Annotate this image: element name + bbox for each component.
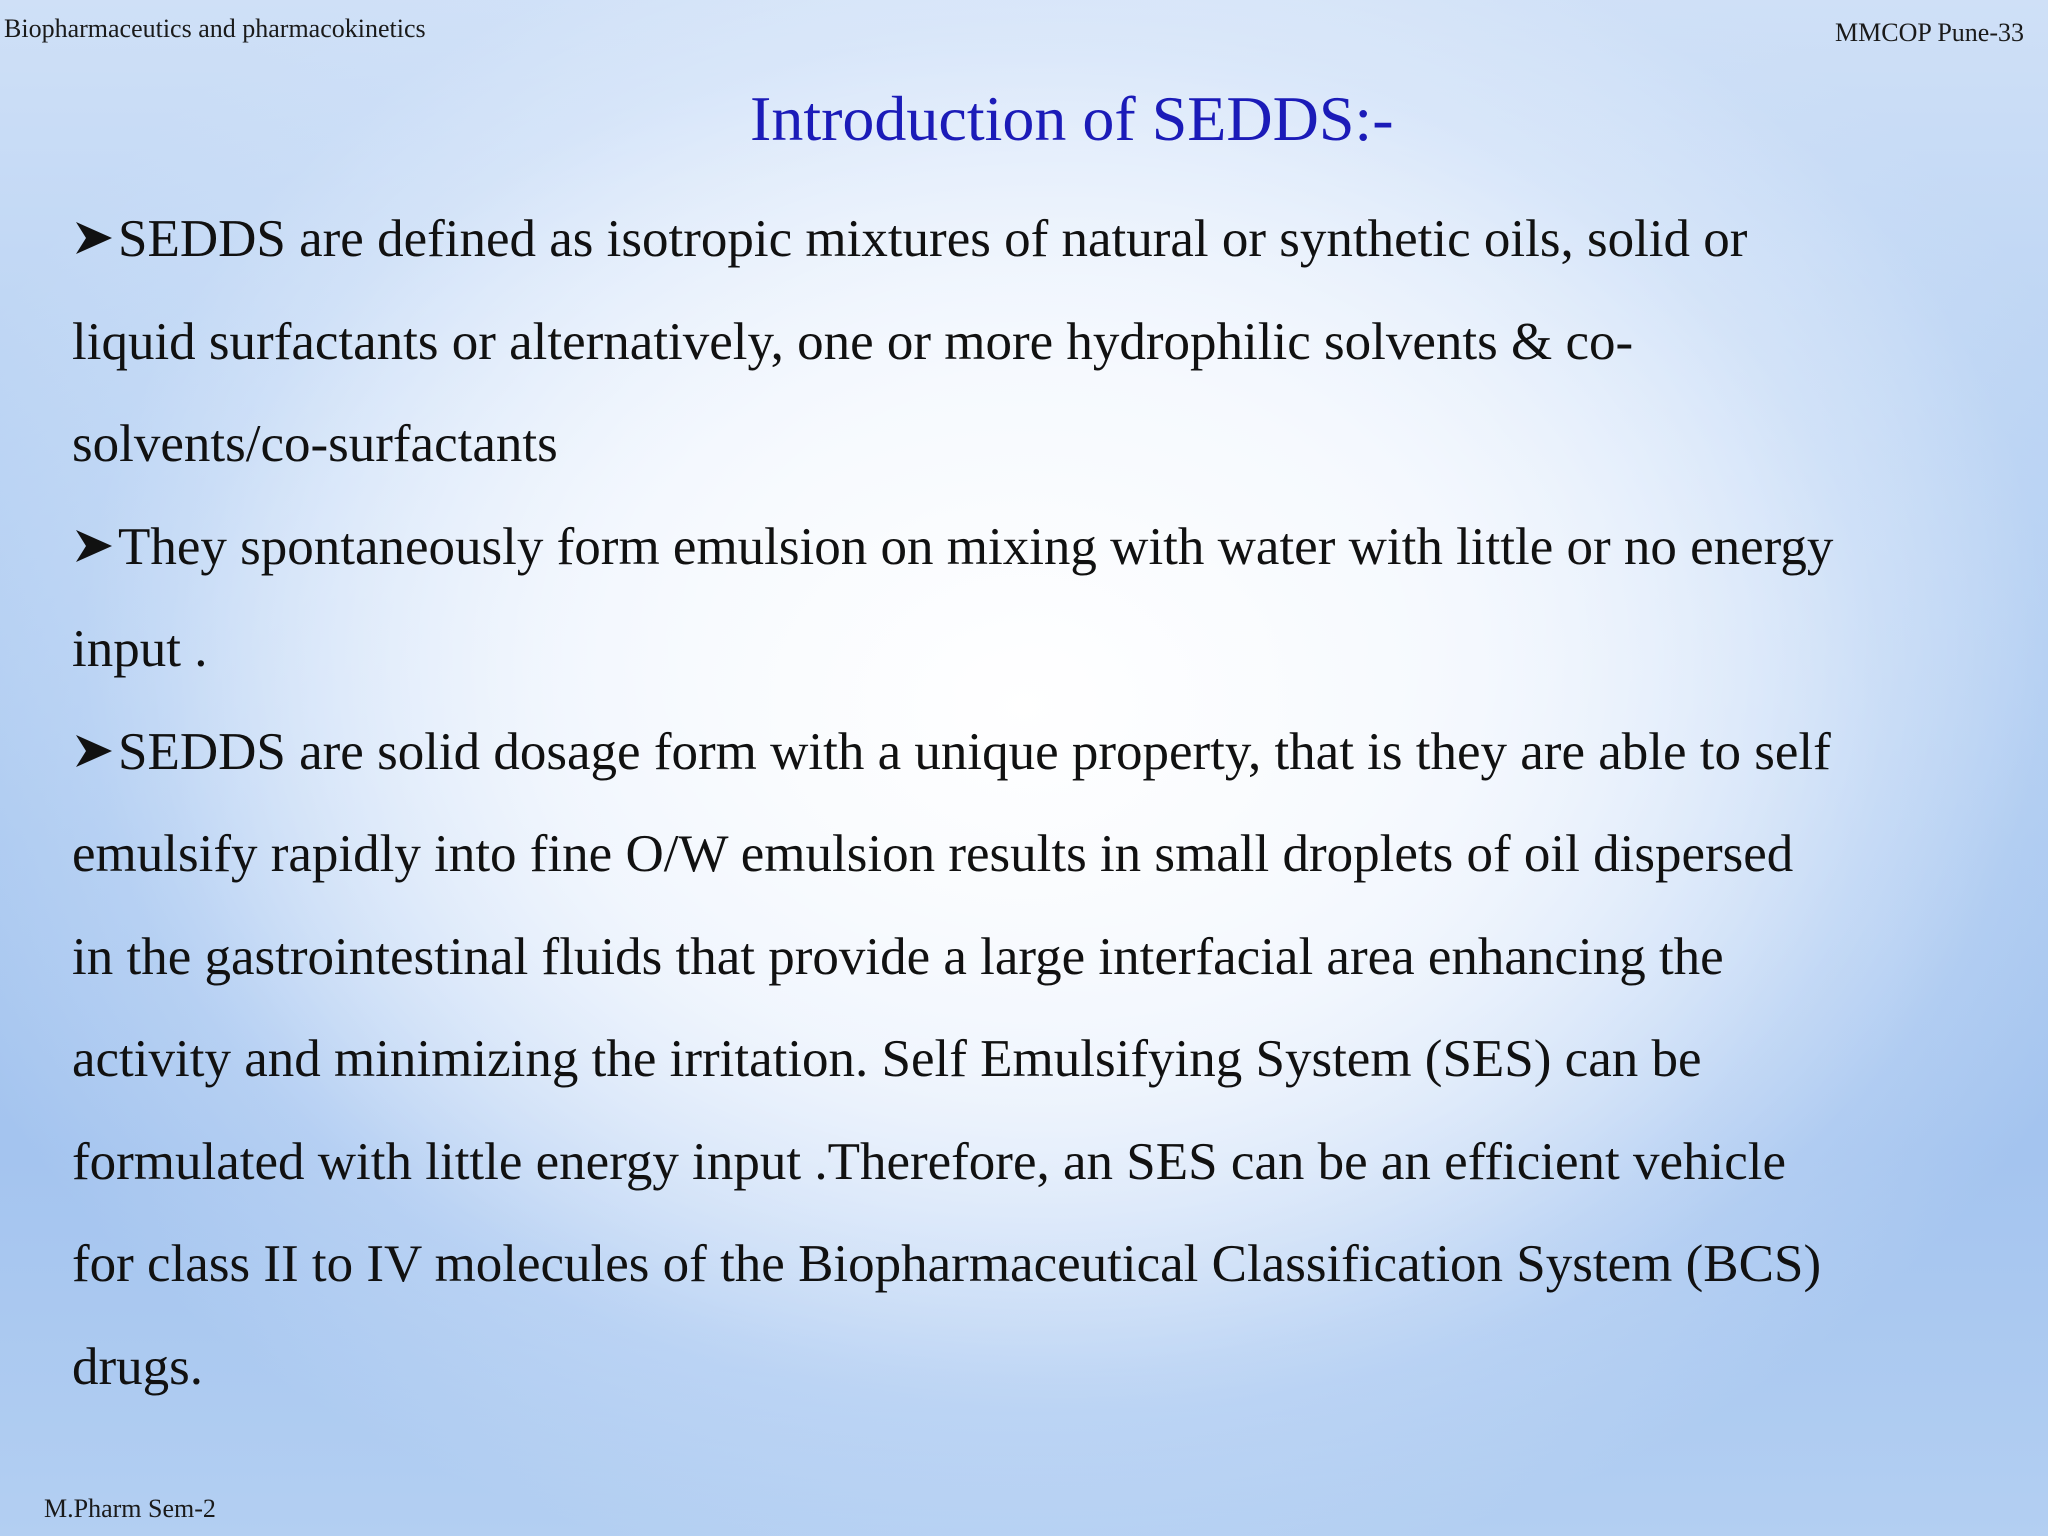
bullet-line xyxy=(72,496,1972,599)
bullet-line: input . xyxy=(72,620,208,678)
arrowhead-bullet-icon xyxy=(72,526,118,566)
bullet-text: They spontaneously form emulsion on mixing with water with little or no energy xyxy=(118,517,1834,576)
header-institution: MMCOP Pune-33 xyxy=(1834,18,2024,47)
bullet-line: for class II to IV molecules of the Biopharmaceutical Classification System (BCS) xyxy=(72,1235,1822,1293)
bullet-line: emulsify rapidly into fine O/W emulsion results in small droplets of oil dispersed xyxy=(72,825,1794,883)
bullet-item xyxy=(72,701,1972,1419)
header-course-name: Biopharmaceutics and pharmacokinetics xyxy=(4,14,426,43)
footer-semester: M.Pharm Sem-2 xyxy=(44,1494,216,1523)
bullet-line xyxy=(72,188,1972,291)
bullet-text: SEDDS are solid dosage form with a unique property, that is they are able to self xyxy=(118,722,1831,781)
arrowhead-bullet-icon xyxy=(72,218,118,258)
bullet-line: activity and minimizing the irritation. Self Emulsifying System (SES) can be xyxy=(72,1030,1702,1088)
bullet-line: in the gastrointestinal fluids that provide a large interfacial area enhancing the xyxy=(72,927,1724,986)
bullet-item xyxy=(72,496,1972,701)
slide-title: Introduction of SEDDS:- xyxy=(750,83,1394,154)
bullet-line: liquid surfactants or alternatively, one or more hydrophilic solvents & co- xyxy=(72,312,1634,371)
bullet-text: SEDDS are defined as isotropic mixtures of natural or synthetic oils, solid or xyxy=(118,210,1748,268)
arrowhead-bullet-icon xyxy=(72,731,118,771)
bullet-line: drugs. xyxy=(72,1337,204,1396)
bullet-line: solvents/co-surfactants xyxy=(72,415,558,473)
bullet-item xyxy=(72,188,1972,496)
slide-body xyxy=(72,188,1972,1418)
bullet-line: formulated with little energy input .Therefore, an SES can be an efficient vehicle xyxy=(72,1132,1787,1191)
bullet-line xyxy=(72,701,1972,804)
